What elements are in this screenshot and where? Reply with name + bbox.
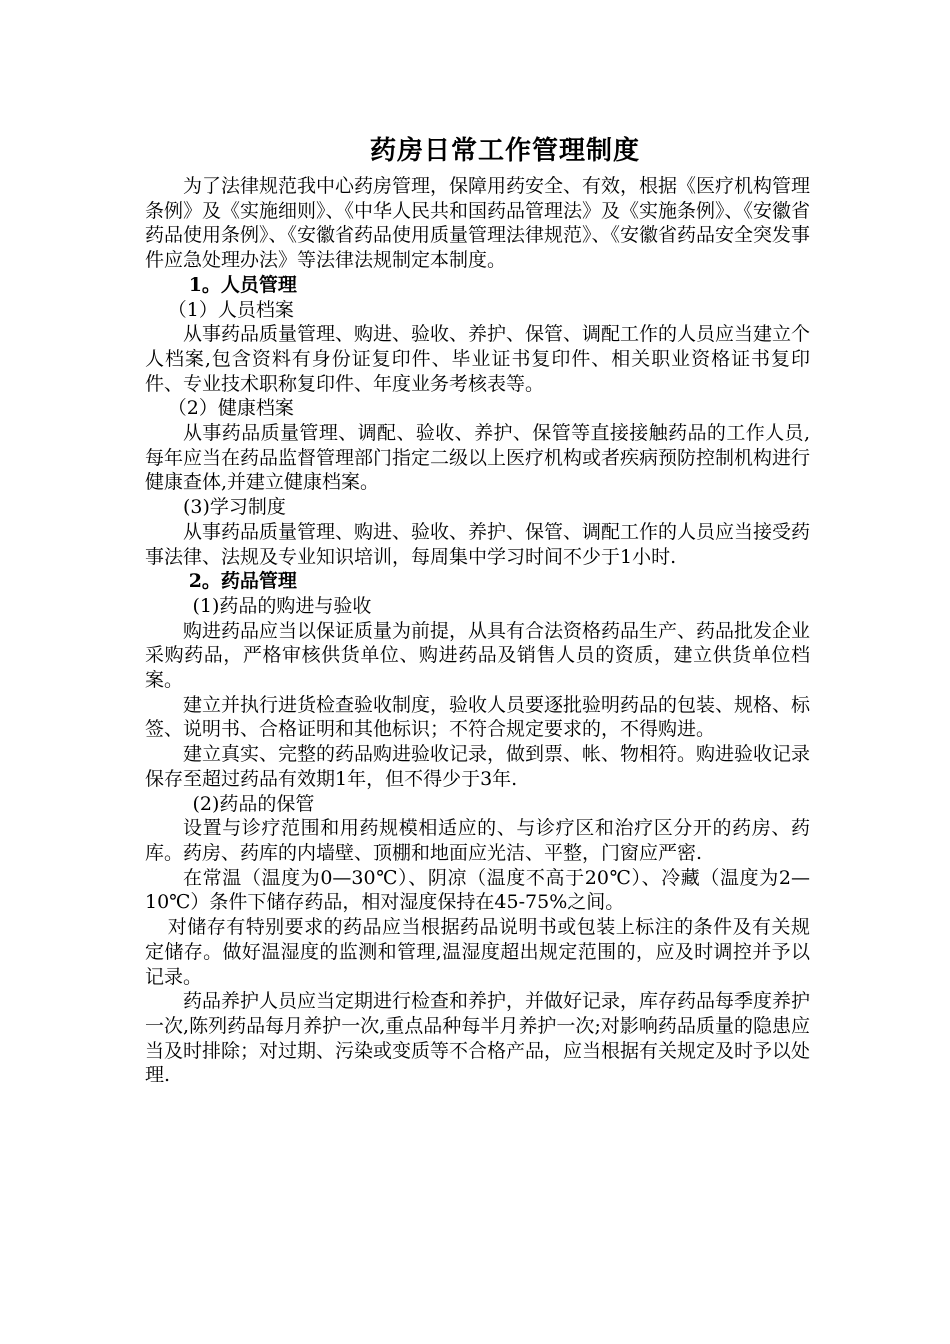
- paragraph-study-system: 从事药品质量管理、购进、验收、养护、保管、调配工作的人员应当接受药事法律、法规及专业知识培训，每周集中学习时间不少于1小时.: [145, 520, 811, 568]
- section-heading-drugs: 2。药品管理: [188, 570, 297, 593]
- paragraph-pharmacy-rooms: 设置与诊疗范围和用药规模相适应的、与诊疗区和治疗区分开的药房、药库。药房、药库的内墙壁、顶棚和地面应光洁、平整，门窗应严密.: [145, 817, 810, 864]
- paragraph-maintenance: 药品养护人员应当定期进行检查和养护，并做好记录，库存药品每季度养护一次,陈列药品每月养护一次,重点品种每半月养护一次;对影响药品质量的隐患应当及时排除；对过期、污染或变质等不合格产品，应当根据有关规定及时予以处理.: [145, 990, 811, 1087]
- subheading-personnel-files: （1）人员档案: [167, 298, 294, 321]
- document-body: [145, 174, 810, 1088]
- intro-paragraph: 为了法律规范我中心药房管理，保障用药安全、有效，根据《医疗机构管理条例》及《实施细则》、《中华人民共和国药品管理法》及《实施条例》、《安徽省药品使用条例》、《安徽省药品使用质量管理法律规范》、《安徽省药品安全突发事件应急处理办法》等法律法规制定本制度。: [145, 175, 811, 272]
- paragraph-health-files: 从事药品质量管理、调配、验收、养护、保管等直接接触药品的工作人员,每年应当在药品监督管理部门指定二级以上医疗机构或者疾病预防控制机构进行健康查体,并建立健康档案。: [145, 422, 811, 494]
- subheading-purchase-acceptance: (1)药品的购进与验收: [192, 594, 372, 617]
- subheading-storage: (2)药品的保管: [192, 792, 315, 815]
- paragraph-personnel-files: 从事药品质量管理、购进、验收、养护、保管、调配工作的人员应当建立个人档案,包含资料有身份证复印件、毕业证书复印件、相关职业资格证书复印件、专业技术职称复印件、年度业务考核表等。: [145, 323, 811, 395]
- section-heading-personnel: 1。人员管理: [188, 273, 297, 296]
- paragraph-special-storage: 对储存有特别要求的药品应当根据药品说明书或包装上标注的条件及有关规定储存。做好温湿度的监测和管理,温湿度超出规定范围的，应及时调控并予以记录。: [145, 916, 810, 988]
- subheading-health-files: （2）健康档案: [167, 397, 294, 420]
- paragraph-records: 建立真实、完整的药品购进验收记录，做到票、帐、物相符。购进验收记录保存至超过药品有效期1年，但不得少于3年.: [145, 743, 811, 790]
- document-title: 药房日常工作管理制度: [369, 136, 640, 166]
- paragraph-purchase: 购进药品应当以保证质量为前提，从具有合法资格药品生产、药品批发企业采购药品，严格审核供货单位、购进药品及销售人员的资质，建立供货单位档案。: [145, 619, 811, 692]
- paragraph-temperature: 在常温（温度为0—30℃）、阴凉（温度不高于20℃）、冷藏（温度为2—10℃）条件下储存药品，相对湿度保持在45-75%之间。: [145, 866, 810, 914]
- subheading-study-system: (3)学习制度: [183, 496, 286, 519]
- paragraph-inspection: 建立并执行进货检查验收制度，验收人员要逐批验明药品的包装、规格、标签、说明书、合格证明和其他标识；不符合规定要求的，不得购进。: [145, 693, 811, 741]
